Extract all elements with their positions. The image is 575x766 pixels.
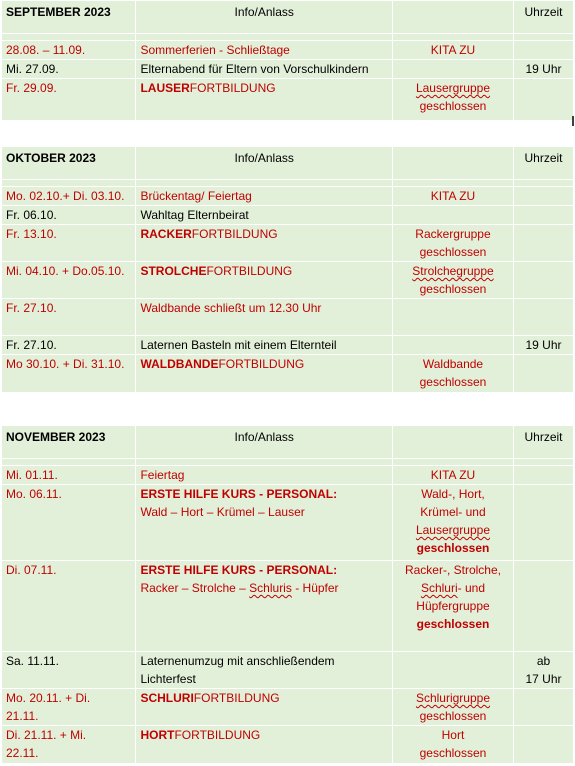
time-column-header: Uhrzeit — [513, 426, 573, 459]
time-line: 17 Uhr — [525, 672, 562, 686]
table-row — [2, 355, 574, 393]
group-cell — [392, 225, 513, 262]
info-cell — [136, 225, 393, 262]
info-cell — [136, 262, 393, 299]
info-sub: Racker – Strolche – — [140, 581, 250, 595]
info-bold: WALDBANDE — [140, 357, 219, 371]
table-row — [2, 206, 574, 225]
group-line: Waldbande — [422, 357, 484, 371]
info-column-header: Info/Anlass — [136, 426, 393, 459]
table-row — [2, 225, 574, 262]
group-line: geschlossen — [419, 746, 487, 760]
date-cell: Fr. 13.10. — [2, 225, 136, 262]
oktober-table — [1, 146, 574, 393]
date-cell: 28.08. – 11.09. — [2, 41, 136, 60]
info-column-header: Info/Anlass — [136, 147, 393, 180]
time-column-header: Uhrzeit — [513, 147, 573, 180]
info-bold: LAUSER — [140, 81, 190, 95]
group-closed: geschlossen — [416, 617, 490, 631]
info-cell — [136, 79, 393, 121]
table-row — [2, 652, 574, 689]
group-cell: KITA ZU — [392, 466, 513, 485]
group-line: geschlossen — [419, 709, 487, 723]
group-cell — [392, 561, 513, 652]
group-cell — [392, 262, 513, 299]
time-cell — [513, 206, 573, 225]
month-title: NOVEMBER 2023 — [2, 426, 136, 459]
time-cell — [513, 79, 573, 121]
date-cell: Mi. 01.11. — [2, 466, 136, 485]
time-cell — [513, 561, 573, 652]
date-line: 22.11. — [6, 746, 39, 760]
info-cell — [136, 689, 393, 726]
group-line: geschlossen — [419, 245, 487, 259]
date-cell: Fr. 27.10. — [2, 336, 136, 355]
group-line: Racker-, Strolche, — [404, 563, 501, 577]
date-cell — [2, 726, 136, 764]
date-line: Mo. 20.11. + Di. — [6, 691, 91, 705]
date-cell: Di. 07.11. — [2, 561, 136, 652]
table-row — [2, 299, 574, 336]
info-cell: Brückentag/ Feiertag — [136, 187, 393, 206]
group-cell — [392, 689, 513, 726]
time-cell — [513, 355, 573, 393]
group-closed: geschlossen — [416, 541, 490, 555]
date-line: Di. 21.11. + Mi. — [6, 728, 87, 742]
group-column-header — [392, 1, 513, 34]
info-sub: - Hüpfer — [291, 581, 339, 595]
time-cell: 19 Uhr — [513, 336, 573, 355]
info-cell — [136, 355, 393, 393]
info-column-header: Info/Anlass — [136, 1, 393, 34]
info-title: ERSTE HILFE KURS - PERSONAL: — [140, 487, 338, 501]
table-header-row — [2, 426, 574, 459]
group-column-header — [392, 147, 513, 180]
info-cell: Sommerferien - Schließtage — [136, 41, 393, 60]
date-cell: Mi. 27.09. — [2, 60, 136, 79]
group-line: Hort — [441, 728, 465, 742]
info-sub: Wald – Hort – Krümel – Lauser — [140, 505, 305, 519]
group-cell — [392, 79, 513, 121]
info-cell: Feiertag — [136, 466, 393, 485]
date-cell — [2, 689, 136, 726]
table-row — [2, 561, 574, 652]
info-cell: Laternen Basteln mit einem Elternteil — [136, 336, 393, 355]
info-bold: RACKER — [140, 227, 192, 241]
info-cell — [136, 485, 393, 561]
group-cell — [392, 485, 513, 561]
time-cell — [513, 485, 573, 561]
time-line: ab — [536, 654, 551, 668]
info-rest: FORTBILDUNG — [189, 81, 276, 95]
group-line: Lausergruppe — [415, 523, 490, 537]
time-cell — [513, 262, 573, 299]
date-cell: Fr. 06.10. — [2, 206, 136, 225]
group-line: Strolchegruppe — [412, 264, 494, 278]
time-cell: 19 Uhr — [513, 60, 573, 79]
table-row — [2, 336, 574, 355]
time-column-header: Uhrzeit — [513, 1, 573, 34]
group-line: Lausergruppe — [415, 81, 490, 95]
table-row — [2, 689, 574, 726]
table-row — [2, 726, 574, 764]
group-line: Wald-, Hort, — [421, 487, 485, 501]
table-row — [2, 41, 574, 60]
spacer-row — [2, 180, 574, 187]
info-bold: SCHLURI — [140, 691, 194, 705]
group-line: geschlossen — [419, 282, 487, 296]
table-header-row — [2, 147, 574, 180]
spacer-row — [2, 34, 574, 41]
spacer-row — [2, 459, 574, 466]
table-row — [2, 466, 574, 485]
time-cell — [513, 225, 573, 262]
group-cell — [392, 299, 513, 336]
info-cell — [136, 561, 393, 652]
time-cell — [513, 652, 573, 689]
info-rest: FORTBILDUNG — [193, 691, 280, 705]
date-cell: Mo. 06.11. — [2, 485, 136, 561]
time-cell — [513, 466, 573, 485]
table-row — [2, 60, 574, 79]
info-cell — [136, 726, 393, 764]
group-line: Schlurigruppe — [415, 691, 490, 705]
group-line: geschlossen — [419, 99, 487, 113]
date-cell: Fr. 27.10. — [2, 299, 136, 336]
time-cell — [513, 726, 573, 764]
info-cell: Waldbande schließt um 12.30 Uhr — [136, 299, 393, 336]
group-line: geschlossen — [419, 375, 487, 389]
group-cell — [392, 726, 513, 764]
info-cell: Wahltag Elternbeirat — [136, 206, 393, 225]
group-line: Schluri — [420, 581, 458, 595]
time-cell — [513, 299, 573, 336]
date-cell: Sa. 11.11. — [2, 652, 136, 689]
november-table — [1, 425, 574, 764]
table-row — [2, 262, 574, 299]
group-cell — [392, 206, 513, 225]
group-column-header — [392, 426, 513, 459]
group-cell: KITA ZU — [392, 41, 513, 60]
info-cell: Laternenumzug mit anschließendem Lichterfest — [136, 652, 393, 689]
group-line: Hüpfergruppe — [416, 599, 490, 613]
group-cell: KITA ZU — [392, 187, 513, 206]
info-cell: Elternabend für Eltern von Vorschulkindern — [136, 60, 393, 79]
time-cell — [513, 41, 573, 60]
group-cell — [392, 652, 513, 689]
group-cell — [392, 355, 513, 393]
info-rest: FORTBILDUNG — [191, 227, 278, 241]
table-row — [2, 79, 574, 121]
group-line: - und — [457, 581, 485, 595]
table-row — [2, 187, 574, 206]
september-table — [1, 0, 574, 121]
date-cell: Fr. 29.09. — [2, 79, 136, 121]
group-cell — [392, 336, 513, 355]
info-rest: FORTBILDUNG — [218, 357, 305, 371]
group-cell — [392, 60, 513, 79]
info-rest: FORTBILDUNG — [174, 728, 261, 742]
month-title: OKTOBER 2023 — [2, 147, 136, 180]
table-row — [2, 485, 574, 561]
date-line: 21.11. — [6, 709, 39, 723]
info-sub: Schluris — [249, 581, 292, 595]
table-header-row — [2, 1, 574, 34]
info-bold: HORT — [140, 728, 175, 742]
time-cell — [513, 689, 573, 726]
info-bold: STROLCHE — [140, 264, 207, 278]
date-cell: Mi. 04.10. + Do.05.10. — [2, 262, 136, 299]
group-line: Rackergruppe — [415, 227, 491, 241]
info-rest: FORTBILDUNG — [206, 264, 293, 278]
time-cell — [513, 187, 573, 206]
info-title: ERSTE HILFE KURS - PERSONAL: — [140, 563, 338, 577]
date-cell: Mo. 02.10.+ Di. 03.10. — [2, 187, 136, 206]
date-cell: Mo 30.10. + Di. 31.10. — [2, 355, 136, 393]
month-title: SEPTEMBER 2023 — [2, 1, 136, 34]
edge-marker — [572, 116, 574, 126]
group-line: Krümel- und — [420, 505, 486, 519]
